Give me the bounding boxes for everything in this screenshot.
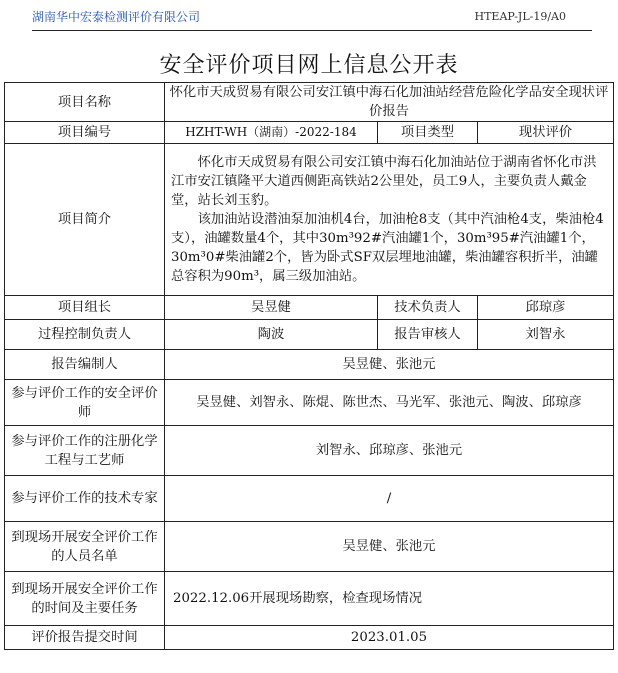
safety-evaluators-label: 参与评价工作的安全评价师 [5, 380, 165, 426]
onsite-personnel-label: 到现场开展安全评价工作的人员名单 [5, 522, 165, 572]
table-row [5, 122, 614, 144]
table-row [5, 626, 614, 650]
table-row [5, 426, 614, 476]
table-row [5, 83, 614, 122]
onsite-time-value: 2022.12.06开展现场勘察，检查现场情况 [165, 572, 614, 626]
onsite-personnel-value: 吴昱健、张池元 [165, 522, 614, 572]
intro-paragraph-1: 怀化市天成贸易有限公司安江镇中海石化加油站位于湖南省怀化市洪江市安江镇隆平大道西侧距高铁站2公里处，员工9人，主要负责人戴金堂，站长刘玉豹。 [171, 155, 597, 208]
header-divider [32, 30, 592, 31]
table-row [5, 380, 614, 426]
tech-lead-value: 邱琼彦 [478, 296, 614, 320]
report-reviewer-label: 报告审核人 [378, 320, 478, 350]
document-number: HTEAP-JL-19/A0 [474, 9, 566, 23]
leader-label: 项目组长 [5, 296, 165, 320]
tech-experts-value: / [165, 476, 614, 522]
report-compiler-value: 吴昱健、张池元 [165, 350, 614, 380]
submit-time-value: 2023.01.05 [165, 626, 614, 650]
table-row [5, 144, 614, 296]
page-header [0, 0, 618, 32]
chemical-engineers-label: 参与评价工作的注册化学工程与工艺师 [5, 426, 165, 476]
tech-experts-label: 参与评价工作的技术专家 [5, 476, 165, 522]
project-code-value: HZHT-WH（湖南）-2022-184 [165, 122, 378, 144]
tech-lead-label: 技术负责人 [378, 296, 478, 320]
submit-time-label: 评价报告提交时间 [5, 626, 165, 650]
table-row [5, 320, 614, 350]
leader-value: 吴昱健 [165, 296, 378, 320]
project-name-label: 项目名称 [5, 83, 165, 122]
process-control-label: 过程控制负责人 [5, 320, 165, 350]
chemical-engineers-value: 刘智永、邱琼彦、张池元 [165, 426, 614, 476]
table-row [5, 476, 614, 522]
page-title: 安全评价项目网上信息公开表 [159, 53, 459, 78]
table-row [5, 350, 614, 380]
report-reviewer-value: 刘智永 [478, 320, 614, 350]
intro-paragraph-2: 该加油站设潜油泵加油机4台，加油枪8支（其中汽油枪4支，柴油枪4支），油罐数量4个，其中30m³92#汽油罐1个，30m³95#汽油罐1个，30m³0#柴油罐2个，皆为卧式SF双层埋地油罐，柴油罐容积折半，油罐总容积为90m³，属三级加油站。 [171, 212, 604, 284]
table-row [5, 572, 614, 626]
project-type-value: 现状评价 [478, 122, 614, 144]
project-name-value: 怀化市天成贸易有限公司安江镇中海石化加油站经营危险化学品安全现状评价报告 [165, 83, 614, 122]
report-compiler-label: 报告编制人 [5, 350, 165, 380]
onsite-time-label: 到现场开展安全评价工作的时间及主要任务 [5, 572, 165, 626]
project-intro-label: 项目简介 [5, 144, 165, 296]
process-control-value: 陶波 [165, 320, 378, 350]
project-intro-value [165, 144, 614, 296]
table-row [5, 522, 614, 572]
project-type-label: 项目类型 [378, 122, 478, 144]
company-name: 湖南华中宏泰检测评价有限公司 [32, 9, 201, 24]
info-table [4, 82, 614, 650]
table-row [5, 296, 614, 320]
project-code-label: 项目编号 [5, 122, 165, 144]
safety-evaluators-value: 吴昱健、刘智永、陈焜、陈世杰、马光军、张池元、陶波、邱琼彦 [165, 380, 614, 426]
